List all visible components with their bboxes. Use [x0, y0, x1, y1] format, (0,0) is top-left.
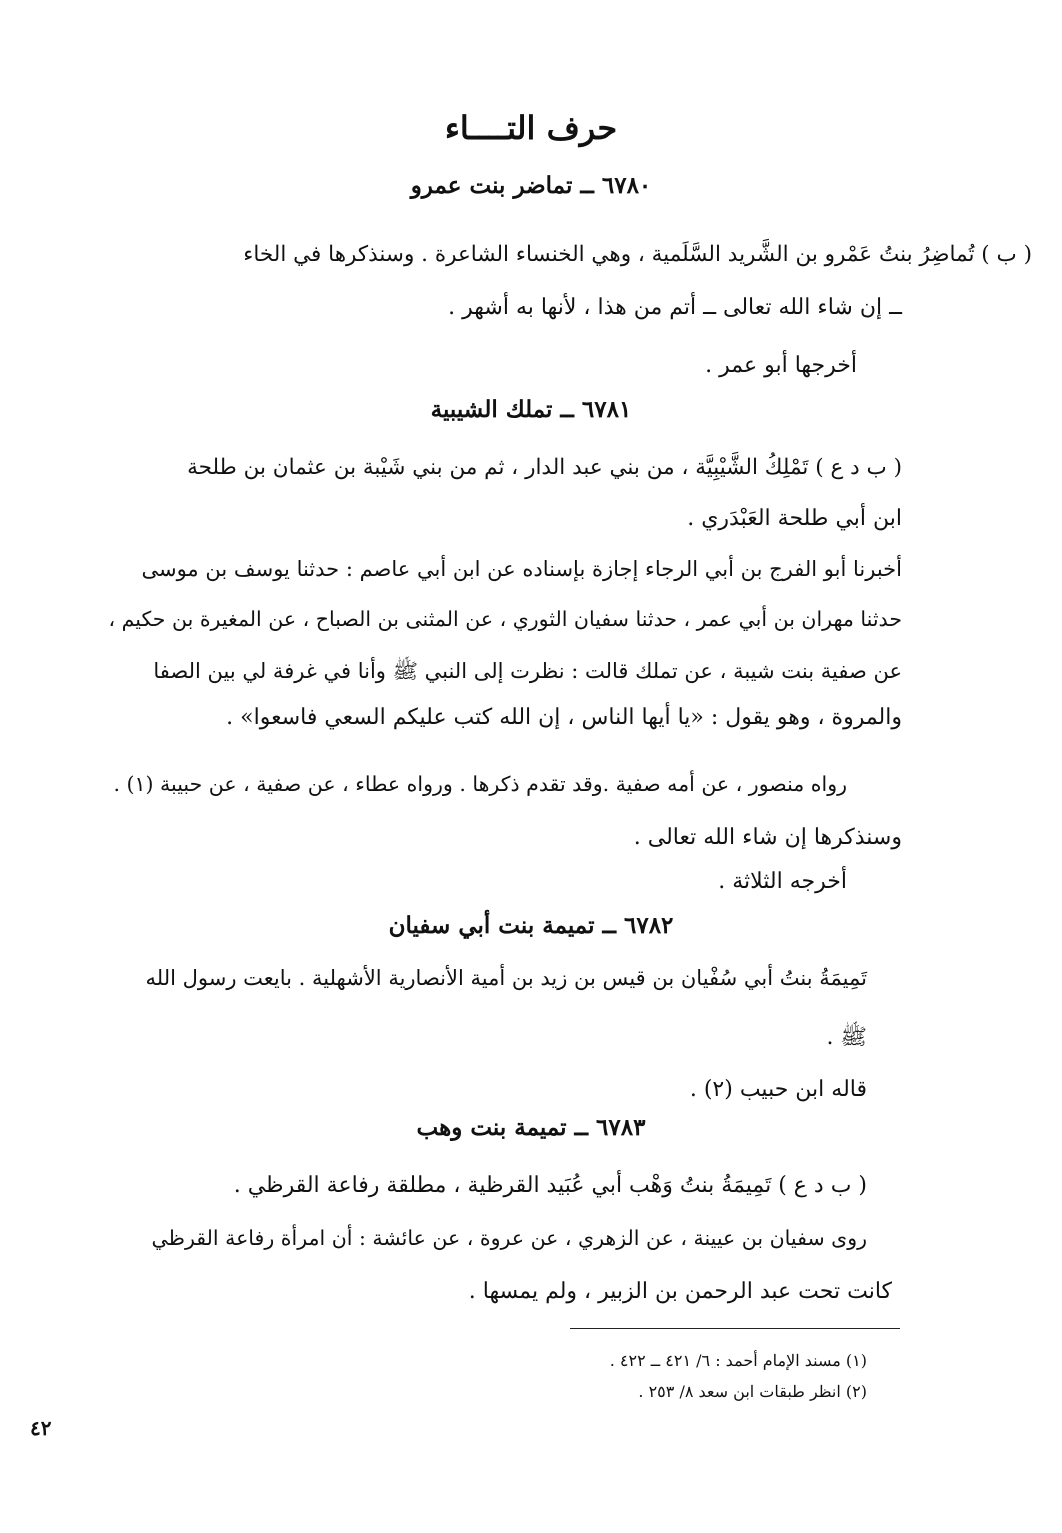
chapter-title: حرف التــــاء [444, 109, 618, 147]
text-line: حدثنا مهران بن أبي عمر ، حدثنا سفيان الثوري ، عن المثنى بن الصباح ، عن المغيرة بن حكيم ، [108, 607, 902, 631]
text-line: والمروة ، وهو يقول : «يا أيها الناس ، إن الله كتب عليكم السعي فاسعوا» . [226, 705, 902, 730]
text-line: أخرجها أبو عمر . [705, 353, 857, 378]
text-line: أخبرنا أبو الفرج بن أبي الرجاء إجازة بإسناده عن ابن أبي عاصم : حدثنا يوسف بن موسى [141, 557, 902, 581]
text-line: ( ب د ع ) تَمِيمَةُ بنتُ وَهْب أبي عُبَيد القرظية ، مطلقة رفاعة القرظي . [233, 1173, 867, 1198]
entry-heading: ٦٧٨٣ ــ تميمة بنت وهب [416, 1114, 646, 1141]
text-line: ( ب ) تُماضِرُ بنتُ عَمْرو بن الشَّريد السَّلَمية ، وهي الخنساء الشاعرة . وسنذكرها في الخاء [243, 242, 1032, 267]
text-line: ابن أبي طلحة العَبْدَري . [687, 506, 902, 531]
entry-heading: ٦٧٨١ ــ تملك الشيبية [430, 396, 632, 423]
text-line: رواه منصور ، عن أمه صفية .وقد تقدم ذكرها . ورواه عطاء ، عن صفية ، عن حبيبة (١) . [113, 772, 847, 796]
text-line: روى سفيان بن عيينة ، عن الزهري ، عن عروة ، عن عائشة : أن امرأة رفاعة القرظي [151, 1226, 867, 1250]
entry-heading: ٦٧٨٠ ــ تماضر بنت عمرو [410, 172, 652, 199]
text-line: وسنذكرها إن شاء الله تعالى . [633, 825, 902, 850]
text-line: ــ إن شاء الله تعالى ــ أتم من هذا ، لأنها به أشهر . [448, 295, 902, 320]
entry-heading: ٦٧٨٢ ــ تميمة بنت أبي سفيان [388, 912, 674, 939]
page-number: ٤٢ [30, 1416, 52, 1440]
text-line: تَمِيمَةُ بنتُ أبي سُفْيان بن قيس بن زيد بن أمية الأنصارية الأشهلية . بايعت رسول الله [145, 966, 867, 990]
text-line: ﷺ . [826, 1025, 867, 1050]
footnote-divider [570, 1328, 900, 1329]
text-line: أخرجه الثلاثة . [718, 869, 847, 894]
text-line: قاله ابن حبيب (٢) . [689, 1077, 867, 1102]
footnote: (١) مسند الإمام أحمد : ٦/ ٤٢١ ــ ٤٢٢ . [609, 1351, 867, 1370]
text-line: ( ب د ع ) تَمْلِكُ الشَّيْبِيَّة ، من بني عبد الدار ، ثم من بني شَيْبة بن عثمان بن طلحة [187, 455, 902, 480]
text-line: عن صفية بنت شيبة ، عن تملك قالت : نظرت إلى النبي ﷺ وأنا في غرفة لي بين الصفا [153, 659, 902, 683]
text-line: كانت تحت عبد الرحمن بن الزبير ، ولم يمسها . [468, 1279, 892, 1304]
footnote: (٢) انظر طبقات ابن سعد ٨/ ٢٥٣ . [638, 1382, 867, 1401]
